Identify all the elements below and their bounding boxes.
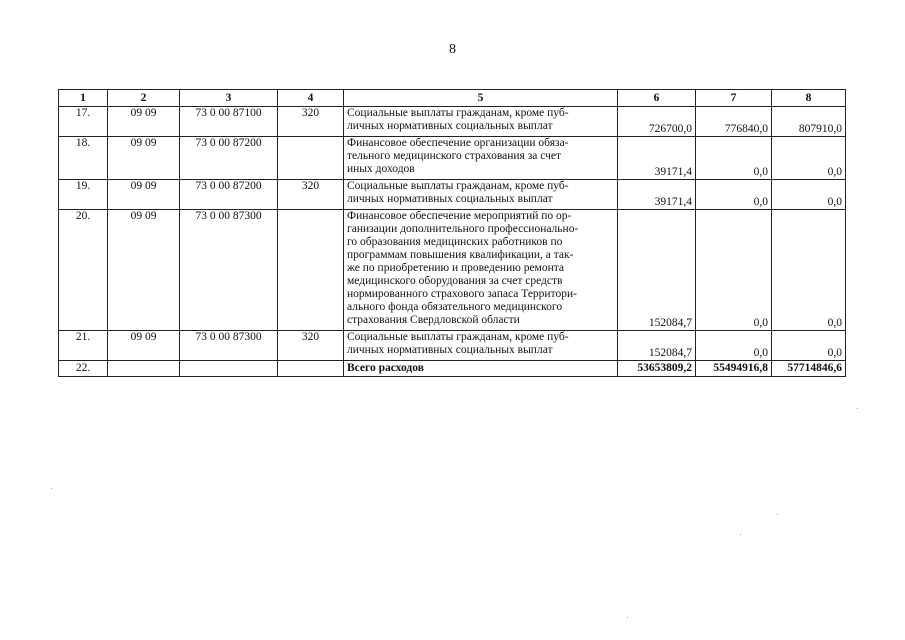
description-line: Социальные выплаты гражданам, кроме пуб- (347, 107, 569, 119)
amount-col-6: 726700,0 (618, 107, 696, 137)
scan-speck (777, 514, 778, 515)
description-line: программам повышения квалификации, а так- (347, 249, 574, 261)
table-row (59, 331, 846, 361)
header-col-8: 8 (772, 90, 846, 107)
scan-speck (627, 617, 628, 618)
description-line: Финансовое обеспечение организации обяза- (347, 137, 569, 149)
amount-col-7: 776840,0 (696, 107, 772, 137)
section-code: 09 09 (108, 180, 180, 210)
amount-col-6: 39171,4 (618, 137, 696, 180)
table-row (59, 137, 846, 180)
table-row (59, 107, 846, 137)
section-code: 09 09 (108, 137, 180, 180)
expense-type: 320 (278, 180, 344, 210)
target-code: 73 0 00 87200 (180, 137, 278, 180)
section-code (108, 361, 180, 377)
amount-col-8: 807910,0 (772, 107, 846, 137)
amount-col-8: 0,0 (772, 180, 846, 210)
description-line: Социальные выплаты гражданам, кроме пуб- (347, 331, 569, 343)
description-line: иных доходов (347, 163, 415, 175)
header-col-4: 4 (278, 90, 344, 107)
amount-col-7: 0,0 (696, 180, 772, 210)
amount-col-6: 152084,7 (618, 331, 696, 361)
section-code: 09 09 (108, 331, 180, 361)
description-line: же по приобретению и проведению ремонта (347, 262, 565, 274)
description-line: Социальные выплаты гражданам, кроме пуб- (347, 180, 569, 192)
total-row (59, 361, 846, 377)
description-line: ганизации дополнительного профессионально- (347, 223, 579, 235)
header-col-6: 6 (618, 90, 696, 107)
target-code: 73 0 00 87200 (180, 180, 278, 210)
header-col-5: 5 (344, 90, 618, 107)
row-number: 17. (59, 107, 108, 137)
description-line: ального фонда обязательного медицинского (347, 301, 563, 313)
target-code: 73 0 00 87300 (180, 210, 278, 331)
amount-col-7: 0,0 (696, 210, 772, 331)
table-row (59, 210, 846, 331)
description-line: тельного медицинского страхования за счет (347, 150, 562, 162)
amount-col-7: 0,0 (696, 331, 772, 361)
amount-col-6: 152084,7 (618, 210, 696, 331)
scan-speck (51, 488, 52, 489)
amount-col-8: 0,0 (772, 210, 846, 331)
target-code: 73 0 00 87100 (180, 107, 278, 137)
description-line: Финансовое обеспечение мероприятий по ор- (347, 210, 572, 222)
total-col-6: 53653809,2 (618, 361, 696, 377)
header-col-7: 7 (696, 90, 772, 107)
description (344, 331, 618, 361)
section-code: 09 09 (108, 107, 180, 137)
description-line: страхования Свердловской области (347, 314, 520, 326)
budget-table (58, 89, 846, 377)
header-col-3: 3 (180, 90, 278, 107)
target-code (180, 361, 278, 377)
description-line: медицинского оборудования за счет средств (347, 275, 563, 287)
description-line: го образования медицинских работников по (347, 236, 563, 248)
expense-type (278, 210, 344, 331)
scan-speck (857, 408, 858, 409)
expense-type: 320 (278, 107, 344, 137)
row-number: 21. (59, 331, 108, 361)
amount-col-7: 0,0 (696, 137, 772, 180)
page-number: 8 (449, 42, 456, 57)
expense-type: 320 (278, 331, 344, 361)
expense-type (278, 361, 344, 377)
description (344, 107, 618, 137)
expense-type (278, 137, 344, 180)
description (344, 210, 618, 331)
total-col-7: 55494916,8 (696, 361, 772, 377)
row-number: 19. (59, 180, 108, 210)
row-number: 20. (59, 210, 108, 331)
total-label: Всего расходов (344, 361, 618, 377)
section-code: 09 09 (108, 210, 180, 331)
target-code: 73 0 00 87300 (180, 331, 278, 361)
row-number: 18. (59, 137, 108, 180)
description (344, 137, 618, 180)
description (344, 180, 618, 210)
total-col-8: 57714846,6 (772, 361, 846, 377)
amount-col-6: 39171,4 (618, 180, 696, 210)
description-line: личных нормативных социальных выплат (347, 344, 553, 356)
scan-speck (740, 534, 741, 535)
header-row (59, 90, 846, 107)
description-line: нормированного страхового запаса Территори- (347, 288, 577, 300)
amount-col-8: 0,0 (772, 331, 846, 361)
amount-col-8: 0,0 (772, 137, 846, 180)
header-col-1: 1 (59, 90, 108, 107)
description-line: личных нормативных социальных выплат (347, 120, 553, 132)
row-number: 22. (59, 361, 108, 377)
table-row (59, 180, 846, 210)
header-col-2: 2 (108, 90, 180, 107)
description-line: личных нормативных социальных выплат (347, 193, 553, 205)
